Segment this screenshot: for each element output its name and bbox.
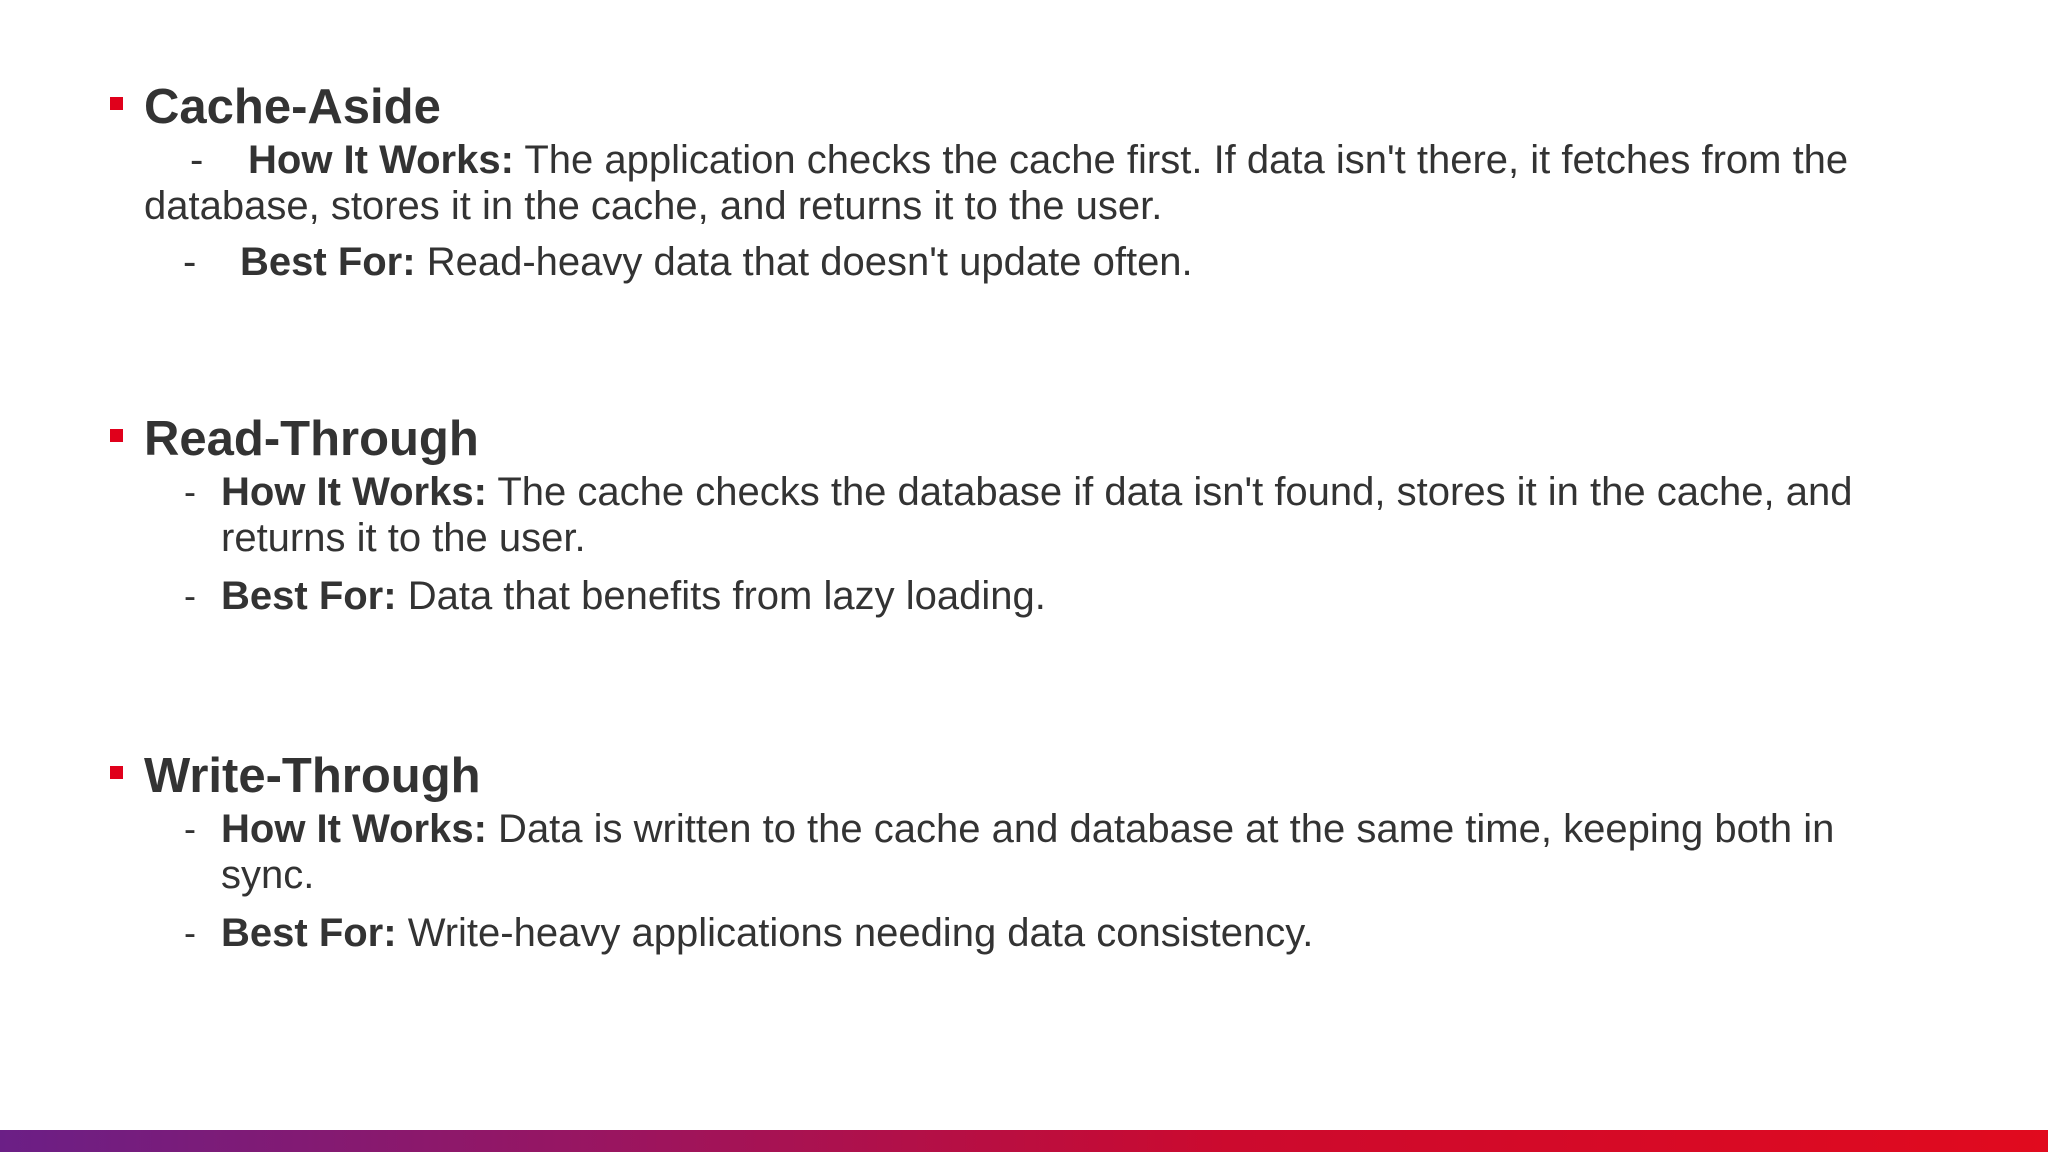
how-it-works-label: How It Works: [221, 807, 487, 851]
dash-bullet-icon: - [190, 138, 204, 182]
bottom-gradient-bar [0, 1130, 2048, 1152]
section-write-through [108, 746, 1848, 956]
section-heading-row [108, 409, 1848, 469]
how-it-works-text: The application checks the cache first. If data isn't there, it fetches from the database, stores it in the cache, and returns it to the user. [144, 138, 1849, 228]
dash-bullet-icon: - [184, 808, 196, 849]
best-for-label: Best For: [221, 574, 397, 618]
section-read-through [108, 409, 1853, 619]
dash-bullet-icon: - [183, 240, 197, 284]
section-title: Write-Through [144, 749, 481, 803]
square-bullet-icon [110, 429, 123, 442]
best-for-text: Write-heavy applications needing data consistency. [396, 911, 1314, 955]
section-heading-row [108, 77, 1848, 137]
best-for-text: Data that benefits from lazy loading. [396, 574, 1046, 618]
section-cache-aside [108, 77, 1848, 285]
best-for-item [108, 910, 1861, 956]
section-title: Read-Through [144, 412, 479, 466]
dash-bullet-icon: - [184, 912, 196, 953]
how-it-works-label: How It Works: [221, 470, 487, 514]
how-it-works-item [108, 469, 1861, 561]
square-bullet-icon [110, 97, 123, 110]
best-for-label: Best For: [221, 911, 397, 955]
best-for-text: Read-heavy data that doesn't update often. [415, 240, 1193, 284]
section-heading-row [108, 746, 1848, 806]
how-it-works-item [108, 806, 1861, 898]
how-it-works-text: Data is written to the cache and database at the same time, keeping both in sync. [221, 807, 1835, 897]
best-for-item [108, 239, 1848, 285]
square-bullet-icon [110, 766, 123, 779]
dash-bullet-icon: - [184, 471, 196, 512]
best-for-item [108, 573, 1861, 619]
how-it-works-text: The cache checks the database if data isn't found, stores it in the cache, and returns it to the user. [221, 470, 1853, 560]
best-for-label: Best For: [240, 240, 416, 284]
how-it-works-item [108, 137, 1904, 229]
how-it-works-label: How It Works: [248, 138, 514, 182]
dash-bullet-icon: - [184, 575, 196, 616]
section-title: Cache-Aside [144, 80, 441, 134]
